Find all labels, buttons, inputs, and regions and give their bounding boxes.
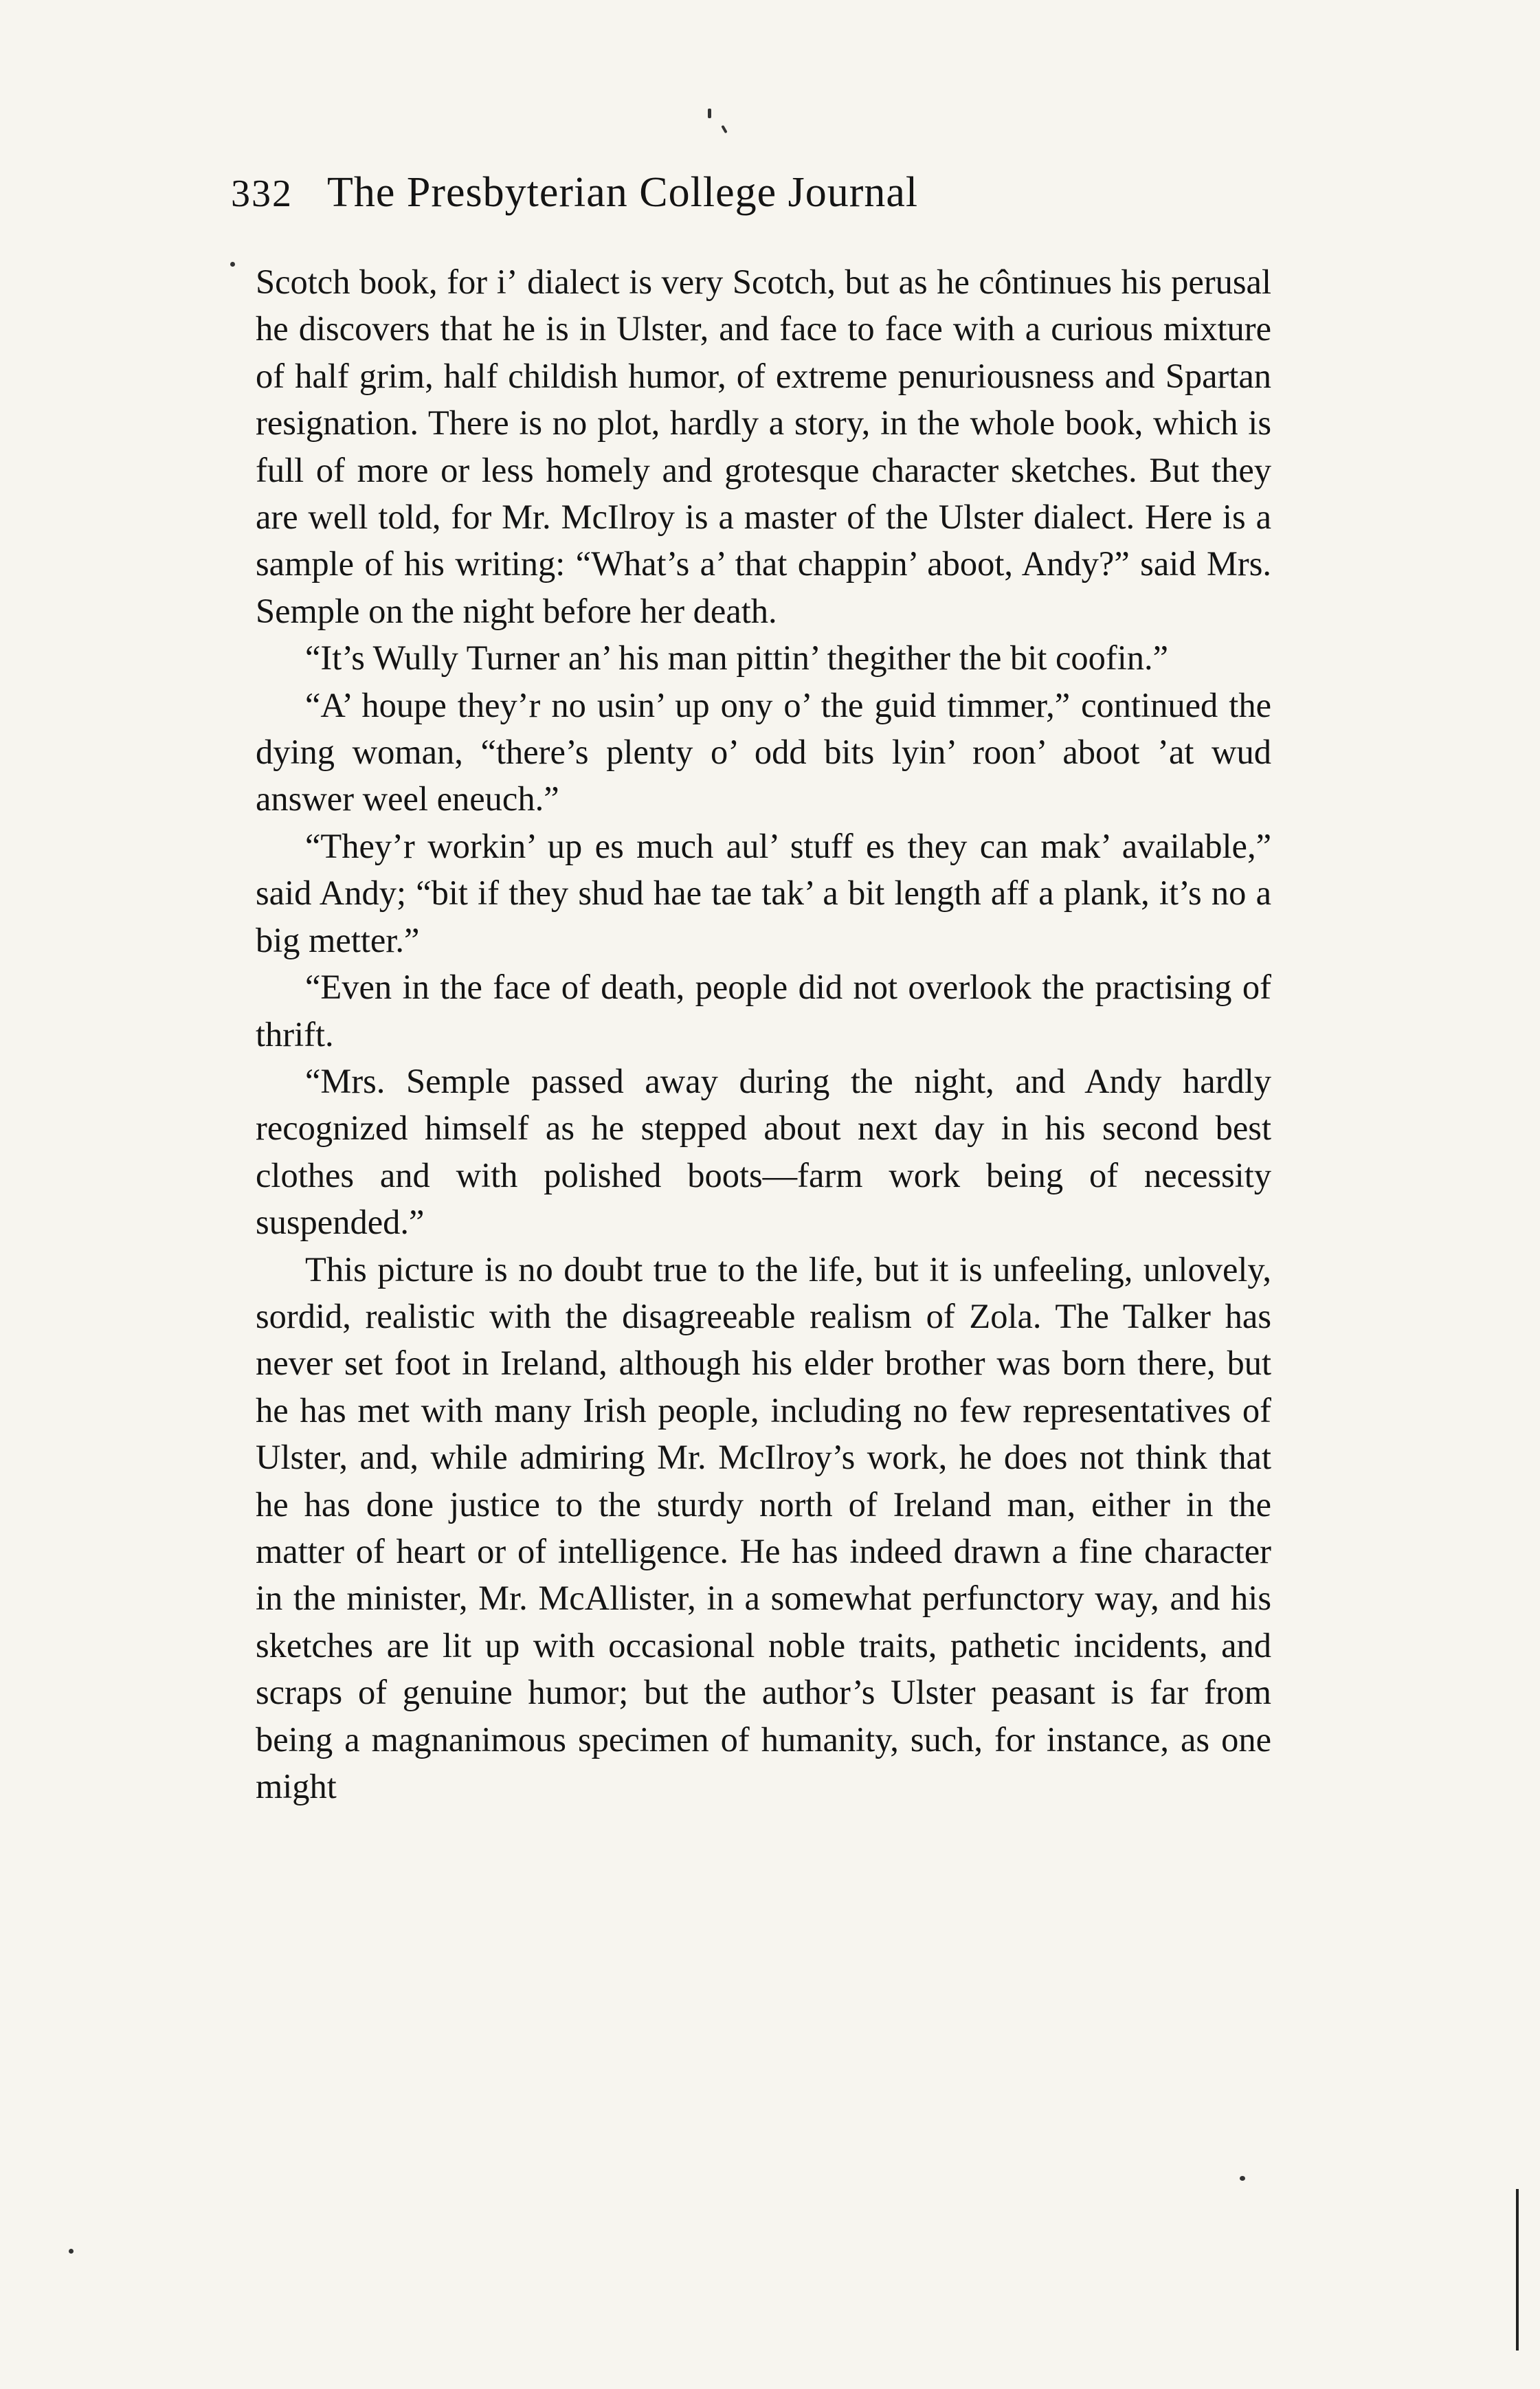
running-title: The Presbyterian College Journal: [327, 169, 919, 216]
scan-speck: [69, 2249, 74, 2254]
running-header: [231, 168, 1262, 223]
scan-speck: [230, 262, 235, 267]
page-number: 332: [231, 173, 293, 215]
paragraph-quote-thrift: “Even in the face of death, people did not overlook the practising of thrift.: [256, 968, 1271, 1054]
paragraph-dialogue-2: “A’ houpe they’r no usin’ up ony o’ the guid timmer,” continued the dying woman, “there’s plenty o’ odd bits lyin’ roon’ aboot ’at wud answer weel eneuch.”: [256, 685, 1271, 819]
page-edge-mark: [1516, 2189, 1519, 2351]
scan-speck: [708, 109, 711, 118]
paragraph-dialogue-3: “They’r workin’ up es much aul’ stuff es they can mak’ available,” said Andy; “bit if they shud hae tae tak’ a bit length aff a plank, it’s no a big metter.”: [256, 826, 1271, 959]
paragraph-dialogue-1: “It’s Wully Turner an’ his man pittin’ thegither the bit coofin.”: [305, 638, 1169, 678]
paragraph-quote-death: “Mrs. Semple passed away during the night, and Andy hardly recognized himself as he stepped about next day in his second best clothes and with polished boots—farm work being of necessity suspended.”: [256, 1061, 1271, 1242]
body-text: [256, 258, 1271, 1810]
scan-speck: [721, 125, 727, 133]
scan-speck: [1240, 2176, 1245, 2181]
paragraph-continuation: Scotch book, for iʼ dialect is very Scotch, but as he côntinues his perusal he discovers that he is in Ulster, and face to face with a curious mixture of half grim, half childish humor, of extreme penuriousness and Spartan resignation. There is no plot, hardly a story, in the whole book, which is full of more or less homely and grotesque character sketches. But they are well told, for Mr. McIlroy is a master of the Ulster dialect. Here is a sample of his writing: “What’s a’ that chappin’ aboot, Andy?” said Mrs. Semple on the night before her death.: [256, 263, 1271, 630]
paragraph-commentary: This picture is no doubt true to the life, but it is unfeeling, unlovely, sordid, realistic with the disagreeable realism of Zola. The Talker has never set foot in Ireland, although his elder brother was born there, but he has met with many Irish people, including no few representatives of Ulster, and, while admiring Mr. McIlroy’s work, he does not think that he has done justice to the sturdy north of Ireland man, either in the matter of heart or of intelligence. He has indeed drawn a fine character in the minister, Mr. McAllister, in a somewhat perfunctory way, and his sketches are lit up with occasional noble traits, pathetic incidents, and scraps of genuine humor; but the author’s Ulster peasant is far from being a magnanimous specimen of humanity, such, for instance, as one might: [256, 1249, 1271, 1805]
